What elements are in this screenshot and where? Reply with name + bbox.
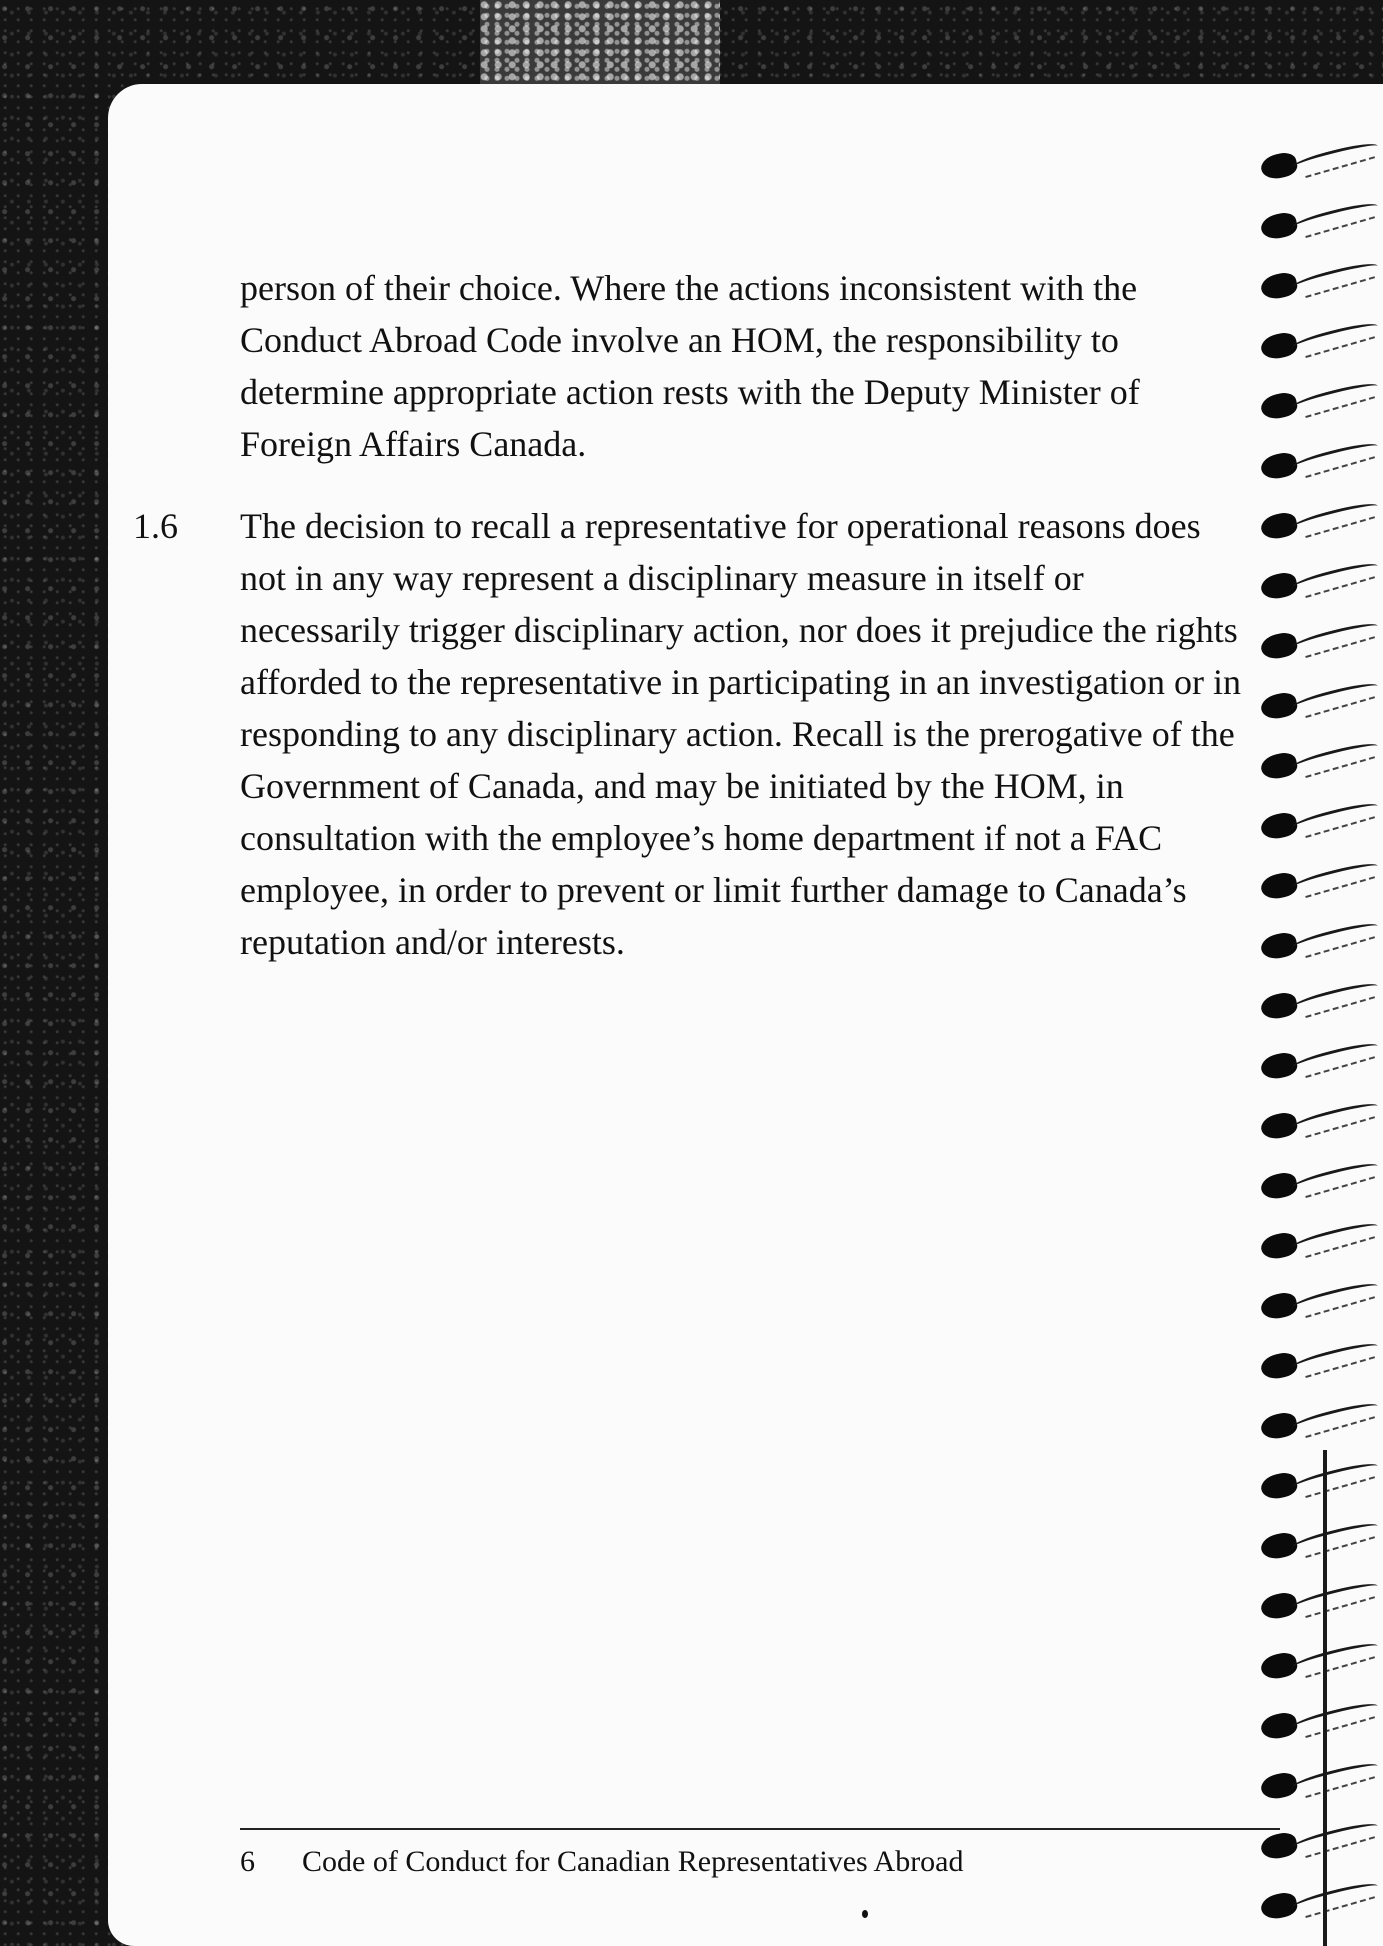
binding-coil: [1253, 500, 1383, 552]
binding-coil: [1253, 740, 1383, 792]
binding-coil: [1253, 1400, 1383, 1452]
binding-coil: [1253, 320, 1383, 372]
binding-coil: [1253, 1700, 1383, 1752]
binding-spine: [1323, 1450, 1327, 1946]
binding-coil: [1253, 1640, 1383, 1692]
binding-coil: [1253, 1820, 1383, 1872]
binding-coil: [1253, 860, 1383, 912]
page-body: [133, 262, 1250, 968]
binding-coil: [1253, 1520, 1383, 1572]
binding-coil: [1253, 440, 1383, 492]
binding-coil: [1253, 380, 1383, 432]
binding-coil: [1253, 980, 1383, 1032]
binding-coil: [1253, 1460, 1383, 1512]
binding-coil: [1253, 260, 1383, 312]
section-text: The decision to recall a representative for operational reasons does not in any way represent a disciplinary measure in itself or necessarily trigger disciplinary action, nor does it prejudice the rights afforded to the representative in participating in an investigation or in responding to any disciplinary action. Recall is the prerogative of the Government of Canada, and may be initiated by the HOM, in consultation with the employee’s home department if not a FAC employee, in order to prevent or limit further damage to Canada’s reputation and/or interests.: [240, 506, 1242, 962]
section-1-6: [133, 500, 1250, 968]
ink-dot: [862, 1910, 868, 1918]
spiral-binding: [1243, 140, 1383, 1946]
binding-coil: [1253, 1220, 1383, 1272]
binding-coil: [1253, 1280, 1383, 1332]
paragraph-continuation: person of their choice. Where the actions inconsistent with the Conduct Abroad Code involve an HOM, the responsibility to determine appropriate action rests with the Deputy Minister of Foreign Affairs Canada.: [240, 268, 1140, 464]
footer-rule: [240, 1828, 1280, 1830]
binding-coil: [1253, 620, 1383, 672]
binding-coil: [1253, 560, 1383, 612]
binding-coil: [1253, 200, 1383, 252]
binding-coil: [1253, 1760, 1383, 1812]
binding-coil: [1253, 920, 1383, 972]
binding-coil: [1253, 680, 1383, 732]
binding-coil: [1253, 1040, 1383, 1092]
binder-cover-texture: [480, 0, 720, 92]
binding-coil: [1253, 140, 1383, 192]
page-footer: [240, 1842, 964, 1882]
binding-coil: [1253, 1580, 1383, 1632]
page-number: 6: [240, 1845, 255, 1878]
binding-coil: [1253, 1880, 1383, 1932]
binding-coil: [1253, 1160, 1383, 1212]
running-title: Code of Conduct for Canadian Representatives Abroad: [302, 1845, 964, 1878]
binding-coil: [1253, 1340, 1383, 1392]
section-number: 1.6: [133, 506, 178, 546]
binding-coil: [1253, 800, 1383, 852]
binding-coil: [1253, 1100, 1383, 1152]
